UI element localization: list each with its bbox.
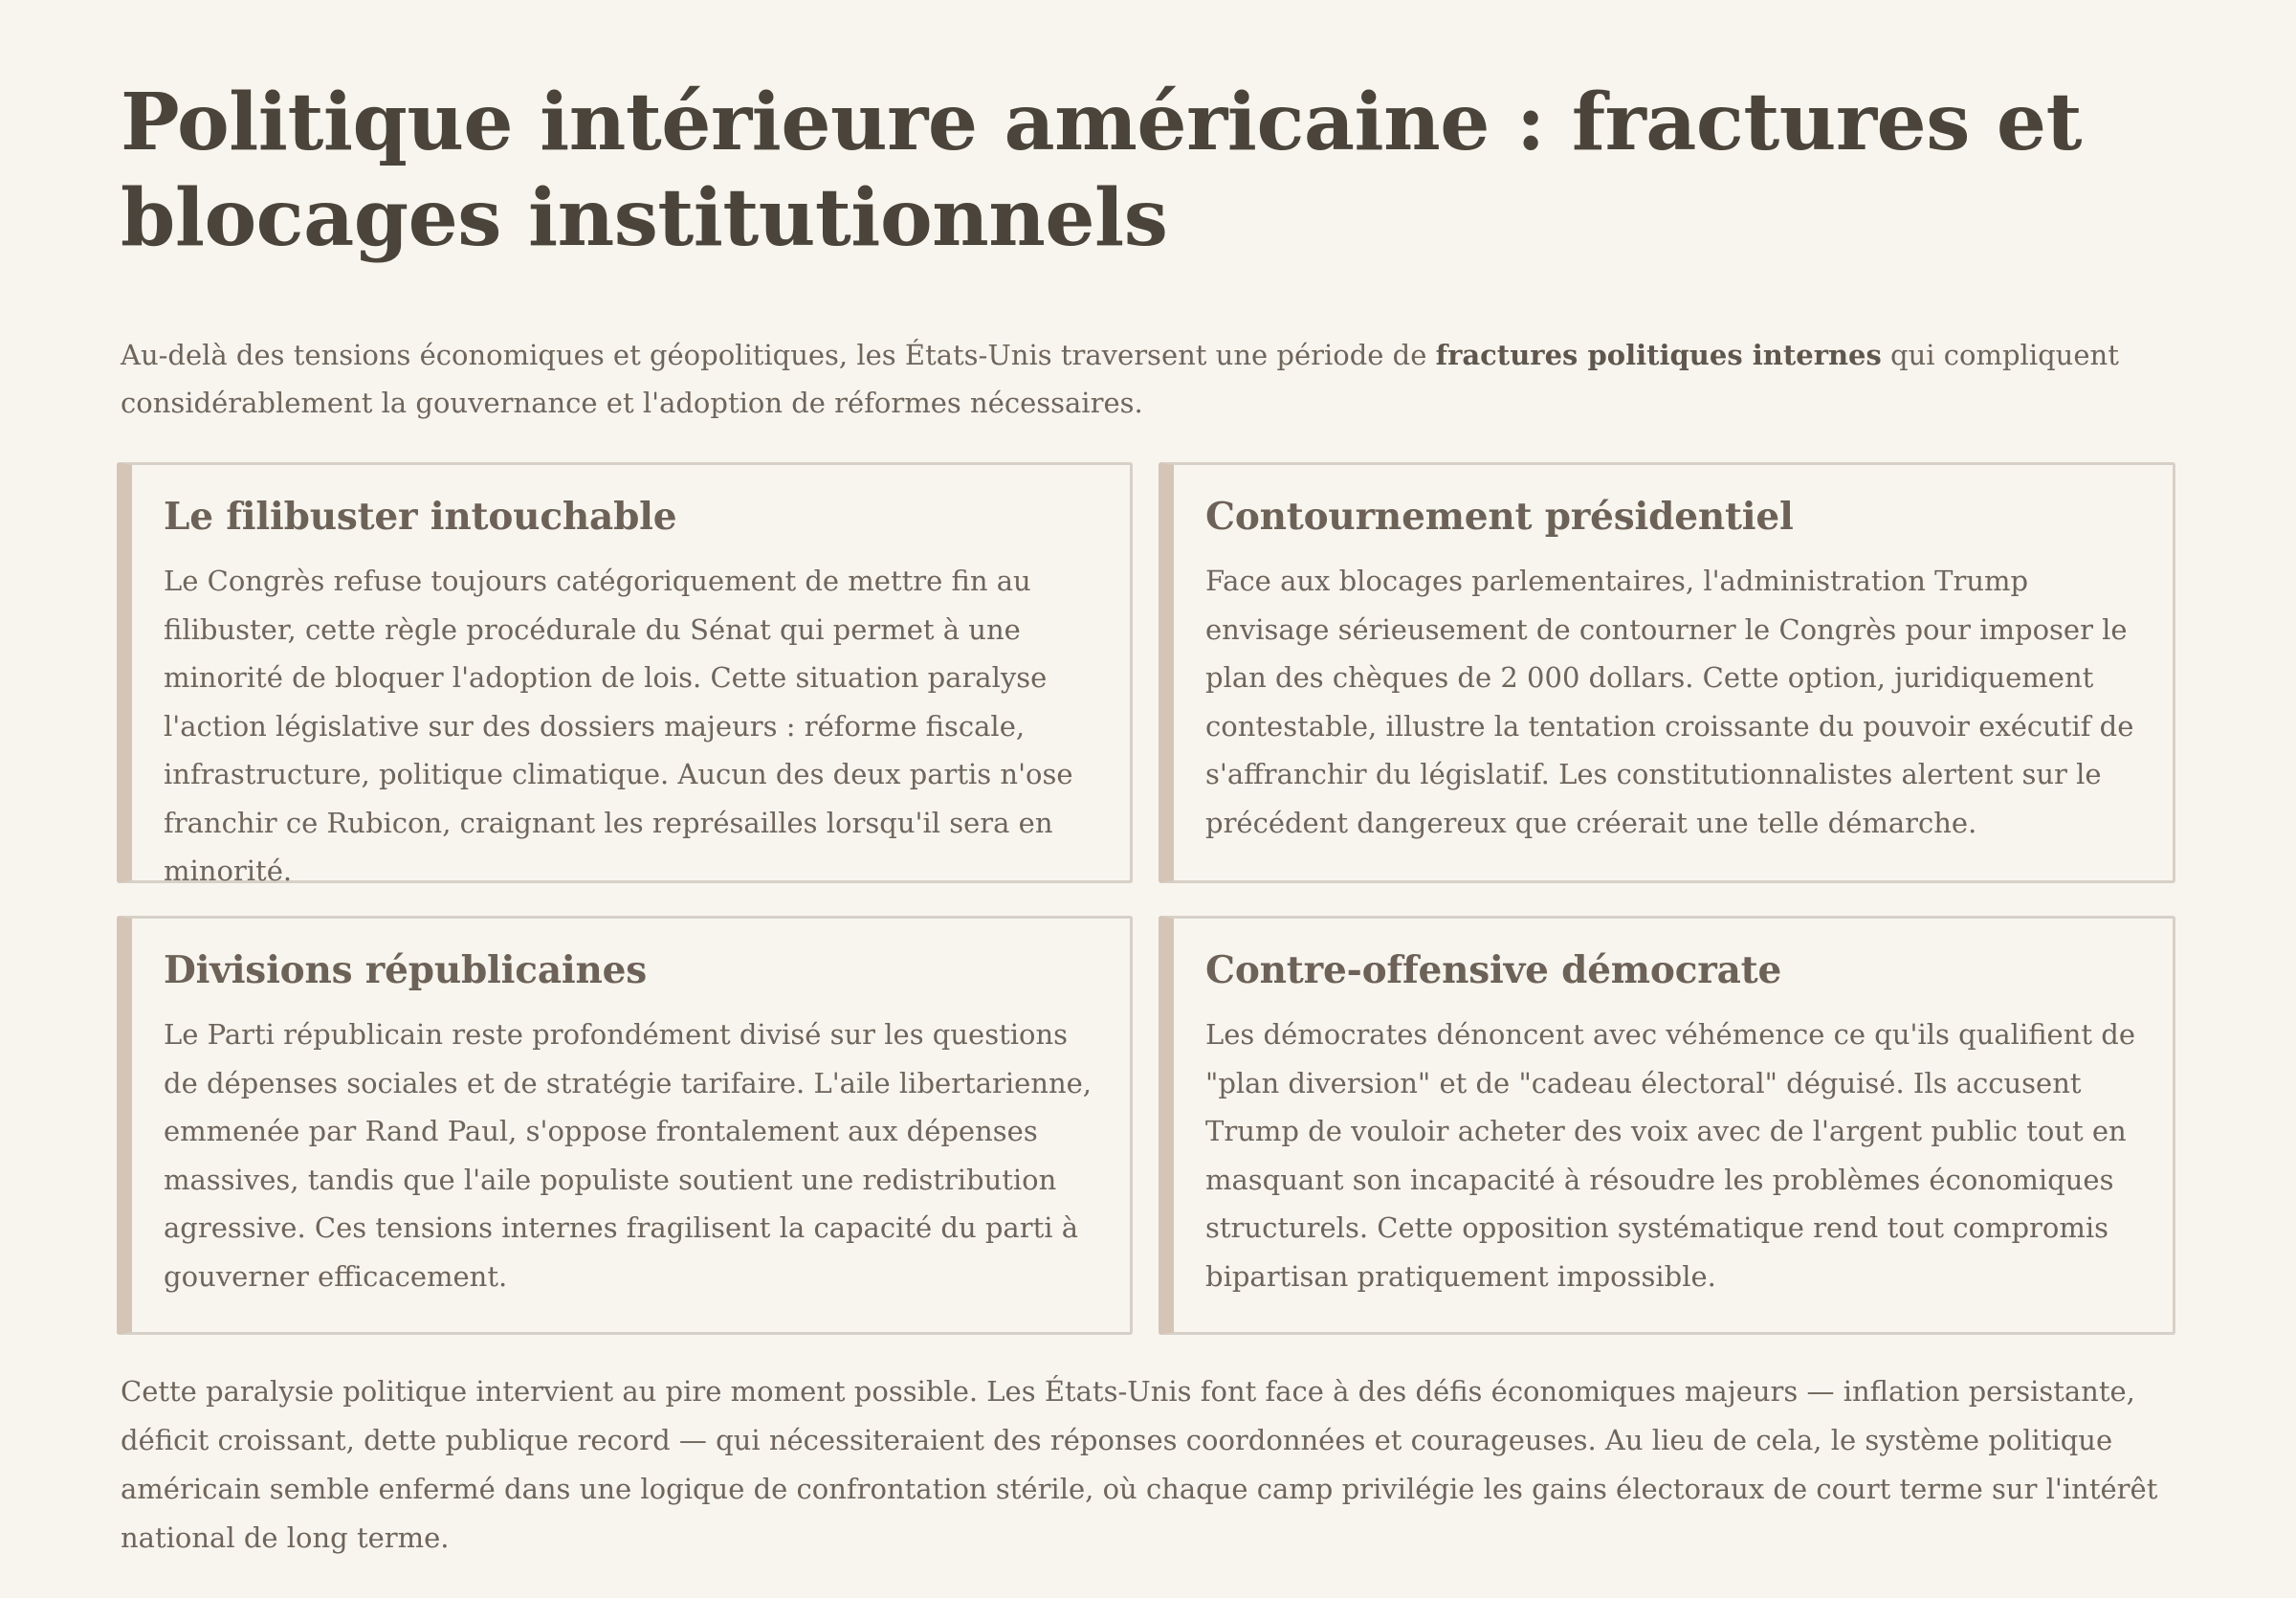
- republican-divisions-card: [117, 916, 1133, 1335]
- conclusion-paragraph: Cette paralysie politique intervient au pire moment possible. Les États-Unis font face à des défis économiques majeurs — inflation persistante, déficit croissant, dette publique record — qui nécessiteraient des réponses coordonnées et courageuses. Au lieu de cela, le système politique américain semble enfermé dans une logique de confrontation stérile, où chaque camp privilégie les gains électoraux de court terme sur l'intérêt national de long terme.: [121, 1375, 2158, 1554]
- page-title: Politique intérieure américaine : fractures et blocages institutionnels: [121, 77, 2082, 264]
- intro-text-end: qui compliquent considérablement la gouvernance et l'adoption de réformes nécessaires.: [121, 339, 2119, 419]
- intro-paragraph: [121, 331, 2168, 427]
- presidential-bypass-card: [1159, 462, 2175, 883]
- filibuster-card-text: Le Congrès refuse toujours catégoriquement de mettre fin au filibuster, cette règle procédurale du Sénat qui permet à une minorité de bloquer l'adoption de lois. Cette situation paralyse l'action législative sur des dossiers majeurs : réforme fiscale, infrastructure, politique climatique. Aucun des deux partis n'ose franchir ce Rubicon, craignant les représailles lorsqu'il sera en minorité.: [164, 565, 1073, 887]
- republican-divisions-card-title: Divisions républicaines: [164, 948, 648, 992]
- presidential-bypass-card-title: Contournement présidentiel: [1205, 495, 1794, 539]
- republican-divisions-card-text: Le Parti républicain reste profondément divisé sur les questions de dépenses sociales et de stratégie tarifaire. L'aile libertarienne, emmenée par Rand Paul, s'oppose frontalement aux dépenses massives, tandis que l'aile populiste soutient une redistribution agressive. Ces tensions internes fragilisent la capacité du parti à gouverner efficacement.: [164, 1018, 1093, 1293]
- democratic-counteroffensive-card-text: Les démocrates dénoncent avec véhémence ce qu'ils qualifient de "plan diversion" et de "cadeau électoral" déguisé. Ils accusent Trump de vouloir acheter des voix avec de l'argent public tout en masquant son incapacité à résoudre les problèmes économiques structurels. Cette opposition systématique rend tout compromis bipartisan pratiquement impossible.: [1205, 1018, 2135, 1293]
- intro-emphasis: fractures politiques internes: [1435, 339, 1882, 371]
- filibuster-card-title: Le filibuster intouchable: [164, 495, 677, 539]
- filibuster-card: [117, 462, 1133, 887]
- presidential-bypass-card-text: Face aux blocages parlementaires, l'administration Trump envisage sérieusement de contourner le Congrès pour imposer le plan des chèques de 2 000 dollars. Cette option, juridiquement contestable, illustre la tentation croissante du pouvoir exécutif de s'affranchir du législatif. Les constitutionnalistes alertent sur le précédent dangereux que créerait une telle démarche.: [1205, 565, 2134, 839]
- democratic-counteroffensive-card: [1159, 916, 2175, 1335]
- intro-text-start: Au-delà des tensions économiques et géopolitiques, les États-Unis traversent une période de: [121, 339, 1436, 371]
- democratic-counteroffensive-card-title: Contre-offensive démocrate: [1205, 948, 1782, 992]
